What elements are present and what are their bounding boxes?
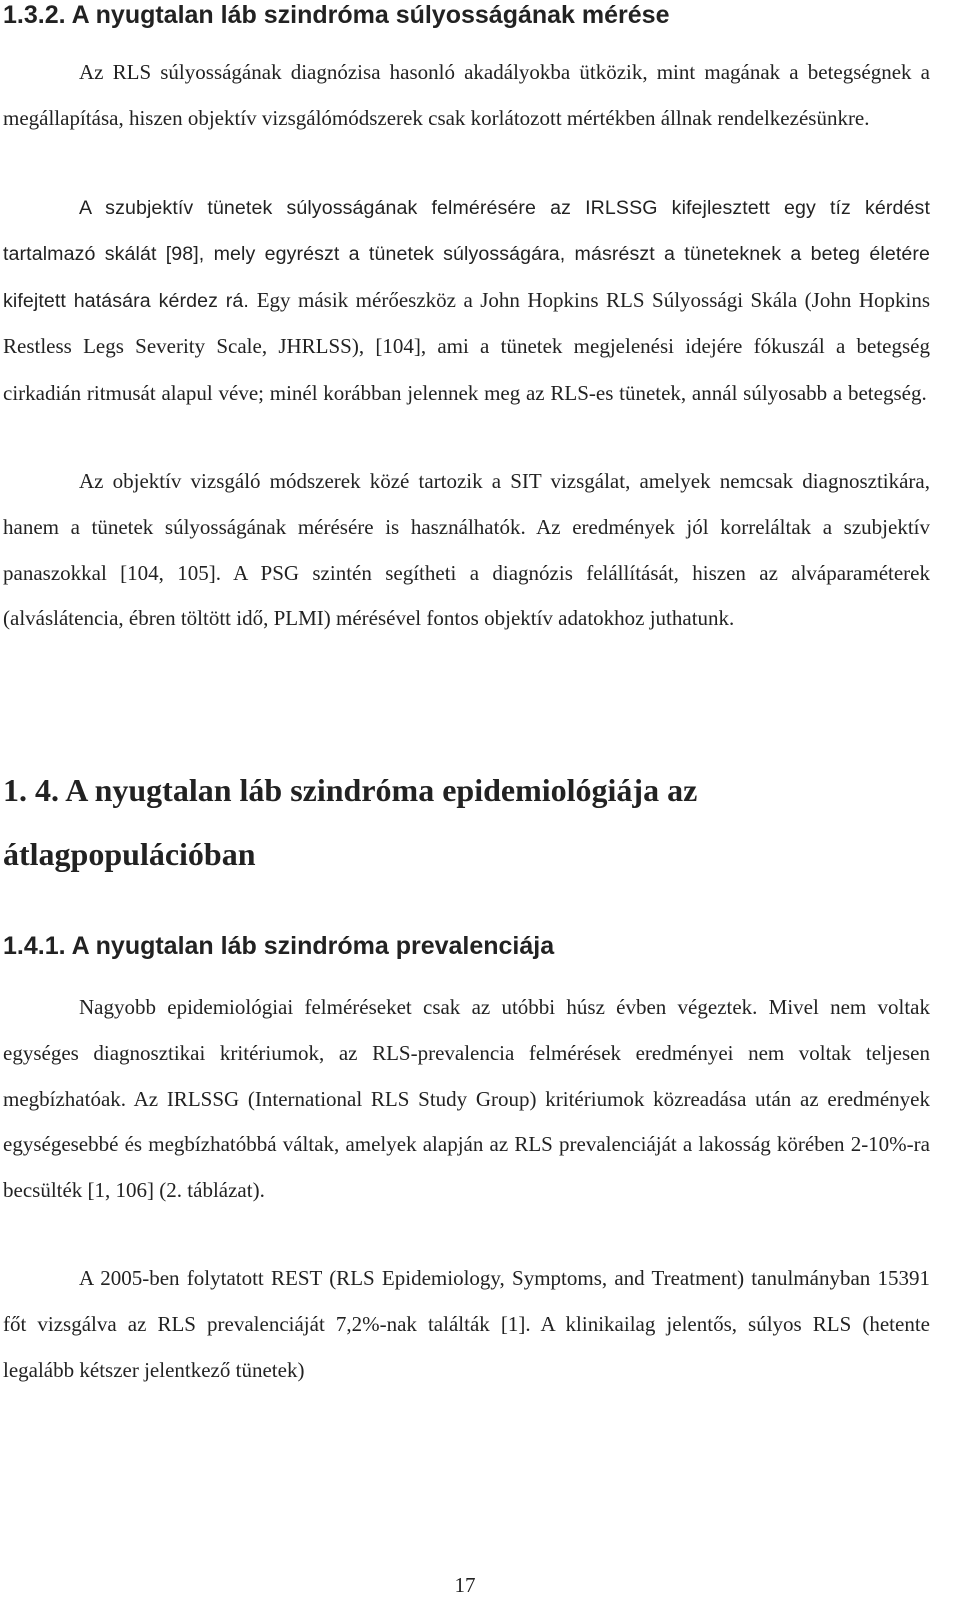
paragraph-severity-scales-sans-part: A szubjektív tünetek súlyosságának felmérésére az IRLSSG kifejlesztett egy tíz kérdést tartalmazó skálát [98], mely egyrészt a tünetek súlyosságára, másrészt a tüneteknek a beteg életére kifejtett hatására kérdez rá. [3, 197, 930, 312]
section-heading-1-4: 1. 4. A nyugtalan láb szindróma epidemiológiája az átlagpopulációban [3, 772, 698, 872]
page-number: 17 [454, 1573, 476, 1597]
paragraph-rls-severity-diagnosis: Az RLS súlyosságának diagnózisa hasonló akadályokba ütközik, mint magának a betegségnek a megállapítása, hiszen objektív vizsgálómódszerek csak korlátozott mértékben állnak rendelkezésünkre. [3, 60, 930, 130]
section-heading-1-3-2: 1.3.2. A nyugtalan láb szindróma súlyosságának mérése [3, 1, 670, 29]
paragraph-objective-methods: Az objektív vizsgáló módszerek közé tartozik a SIT vizsgálat, amelyek nemcsak diagnosztikára, hanem a tünetek súlyosságának mérésére is használhatók. Az eredmények jól korreláltak a szubjektív panaszokkal [104, 105]. A PSG szintén segítheti a diagnózis felállítását, hiszen az alváparaméterek (alváslátencia, ébren töltött idő, PLMI) mérésével fontos objektív adatokhoz juthatunk. [3, 469, 930, 631]
paragraph-severity-scales-serif-part: Egy másik mérőeszköz a John Hopkins RLS Súlyossági Skála (John Hopkins Restless Legs Severity Scale, JHRLSS), [104], ami a tünetek megjelenési idejére fókuszál a betegség cirkadián ritmusát alapul véve; minél korábban jelennek meg az RLS-es tünetek, annál súlyosabb a betegség. [3, 287, 930, 406]
section-heading-1-4-1: 1.4.1. A nyugtalan láb szindróma prevalenciája [3, 932, 555, 960]
paragraph-rest-study: A 2005-ben folytatott REST (RLS Epidemiology, Symptoms, and Treatment) tanulmányban 15391 főt vizsgálva az RLS prevalenciáját 7,2%-nak találták [1]. A klinikailag jelentős, súlyos RLS (hetente legalább kétszer jelentkező tünetek) [3, 1266, 930, 1382]
paragraph-severity-scales [3, 186, 930, 418]
paragraph-prevalence-surveys: Nagyobb epidemiológiai felméréseket csak az utóbbi húsz évben végeztek. Mivel nem voltak egységes diagnosztikai kritériumok, az RLS-prevalencia felmérések eredményei nem voltak teljesen megbízhatóak. Az IRLSSG (International RLS Study Group) kritériumok közreadása után az eredmények egységesebbé és megbízhatóbbá váltak, amelyek alapján az RLS prevalenciáját a lakosság körében 2-10%-ra becsülték [1, 106] (2. táblázat). [3, 995, 930, 1203]
